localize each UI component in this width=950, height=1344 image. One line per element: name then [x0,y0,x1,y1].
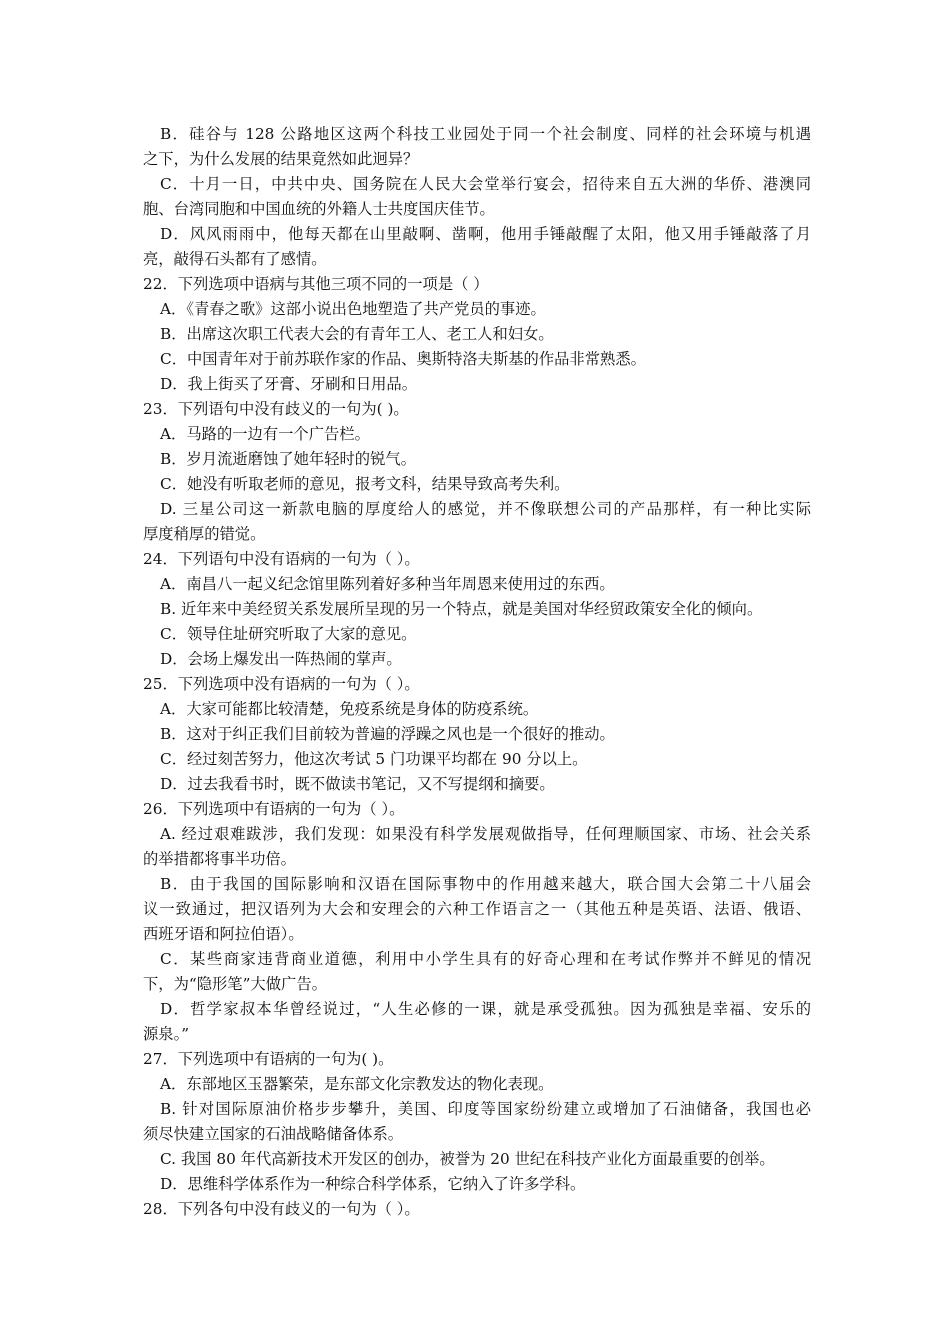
text-line: C. 我国 80 年代高新技术开发区的创办，被誉为 20 世纪在科技产业化方面最重要的创举。 [160,1150,775,1168]
text-line: D．思维科学体系作为一种综合科学体系，它纳入了许多学科。 [160,1175,586,1193]
text-line: D．会场上爆发出一阵热闹的掌声。 [160,650,402,668]
answer-option [143,647,811,672]
answer-option [143,722,811,747]
answer-option [143,572,811,597]
question-stem [143,397,811,422]
text-line: C．领导住址研究听取了大家的意见。 [160,625,417,643]
text-line: B．由于我国的国际影响和汉语在国际事物中的作用越来越大，联合国大会第二十八届会 [160,875,811,893]
answer-option [143,472,811,497]
answer-option [143,297,811,322]
answer-option [143,372,811,397]
text-line: 之下，为什么发展的结果竟然如此迥异？ [143,150,419,168]
answer-option [143,622,811,647]
text-line: A. 经过艰难跋涉，我们发现：如果没有科学发展观做指导，任何理顺国家、市场、社会关系 [160,825,811,843]
answer-option [143,1097,811,1147]
text-line: 23．下列语句中没有歧义的一句为( )。 [143,400,409,418]
text-line: A．马路的一边有一个广告栏。 [160,425,370,443]
answer-option [143,872,811,947]
text-line: A．《青春之歌》这部小说出色地塑造了共产党员的事迹。 [160,300,546,318]
text-line: C．经过刻苦努力，他这次考试 5 门功课平均都在 90 分以上。 [160,750,588,768]
text-line: D. 三星公司这一新款电脑的厚度给人的感觉，并不像联想公司的产品那样，有一种比实际 [160,500,811,518]
answer-option [143,1147,811,1172]
text-line: D．我上街买了牙膏、牙刷和日用品。 [160,375,418,393]
question-stem [143,1197,811,1222]
text-line: D．风风雨雨中，他每天都在山里敲啊、凿啊，他用手锤敲醒了太阳，他又用手锤敲落了月 [160,225,811,243]
text-line: D．哲学家叔本华曾经说过，“人生必修的一课，就是承受孤独。因为孤独是幸福、安乐的 [160,1000,811,1018]
text-line: 厚度稍厚的错觉。 [143,525,266,543]
text-line: B. 近年来中美经贸关系发展所呈现的另一个特点，就是美国对华经贸政策安全化的倾向。 [160,600,763,618]
text-line: 24．下列语句中没有语病的一句为（ ）。 [143,550,420,568]
text-line: C．她没有听取老师的意见，报考文科，结果导致高考失利。 [160,475,570,493]
text-line: 26．下列选项中有语病的一句为（ ）。 [143,800,405,818]
answer-option [143,597,811,622]
answer-option [143,122,811,172]
text-line: 西班牙语和阿拉伯语）。 [143,925,304,943]
text-line: B．硅谷与 128 公路地区这两个科技工业园处于同一个社会制度、同样的社会环境与机遇 [160,125,811,143]
text-line: 28．下列各句中没有歧义的一句为（ ）。 [143,1200,420,1218]
answer-option [143,747,811,772]
text-line: D．过去我看书时，既不做读书笔记，又不写提纲和摘要。 [160,775,555,793]
text-line: A．南昌八一起义纪念馆里陈列着好多种当年周恩来使用过的东西。 [160,575,615,593]
text-line: 胞、台湾同胞和中国血统的外籍人士共度国庆佳节。 [143,200,495,218]
answer-option [143,497,811,547]
text-line: B．岁月流逝磨蚀了她年轻时的锐气。 [160,450,416,468]
text-line: 须尽快建立国家的石油战略储备体系。 [143,1125,404,1143]
answer-option [143,947,811,997]
answer-option [143,997,811,1047]
text-line: C．十月一日，中共中央、国务院在人民大会堂举行宴会，招待来自五大洲的华侨、港澳同 [160,175,811,193]
question-list [143,122,811,1222]
answer-option [143,422,811,447]
text-line: 亮，敲得石头都有了感情。 [143,250,327,268]
answer-option [143,447,811,472]
answer-option [143,822,811,872]
answer-option [143,697,811,722]
answer-option [143,172,811,222]
text-line: B．这对于纠正我们目前较为普遍的浮躁之风也是一个很好的推动。 [160,725,615,743]
answer-option [143,1172,811,1197]
question-stem [143,272,811,297]
text-line: 25．下列选项中没有语病的一句为（ ）。 [143,675,420,693]
text-line: 下，为“隐形笔”大做广告。 [143,975,327,993]
text-line: 27．下列选项中有语病的一句为( )。 [143,1050,394,1068]
question-stem [143,797,811,822]
text-line: B．出席这次职工代表大会的有青年工人、老工人和妇女。 [160,325,554,343]
text-line: 议一致通过，把汉语列为大会和安理会的六种工作语言之一（其他五种是英语、法语、俄语、 [143,900,811,918]
text-line: 源泉。” [143,1025,190,1043]
text-line: 的举措都将事半功倍。 [143,850,296,868]
text-line: C．中国青年对于前苏联作家的作品、奥斯特洛夫斯基的作品非常熟悉。 [160,350,646,368]
question-stem [143,1047,811,1072]
text-line: A．东部地区玉器繁荣，是东部文化宗教发达的物化表现。 [160,1075,554,1093]
answer-option [143,347,811,372]
question-stem [143,547,811,572]
answer-option [143,222,811,272]
answer-option [143,772,811,797]
answer-option [143,322,811,347]
text-line: C．某些商家违背商业道德，利用中小学生具有的好奇心理和在考试作弊并不鲜见的情况 [160,950,811,968]
question-stem [143,672,811,697]
text-line: A．大家可能都比较清楚，免疫系统是身体的防疫系统。 [160,700,539,718]
answer-option [143,1072,811,1097]
text-line: 22．下列选项中语病与其他三项不同的一项是（ ） [143,275,489,293]
text-line: B. 针对国际原油价格步步攀升，美国、印度等国家纷纷建立或增加了石油储备，我国也必 [160,1100,811,1118]
